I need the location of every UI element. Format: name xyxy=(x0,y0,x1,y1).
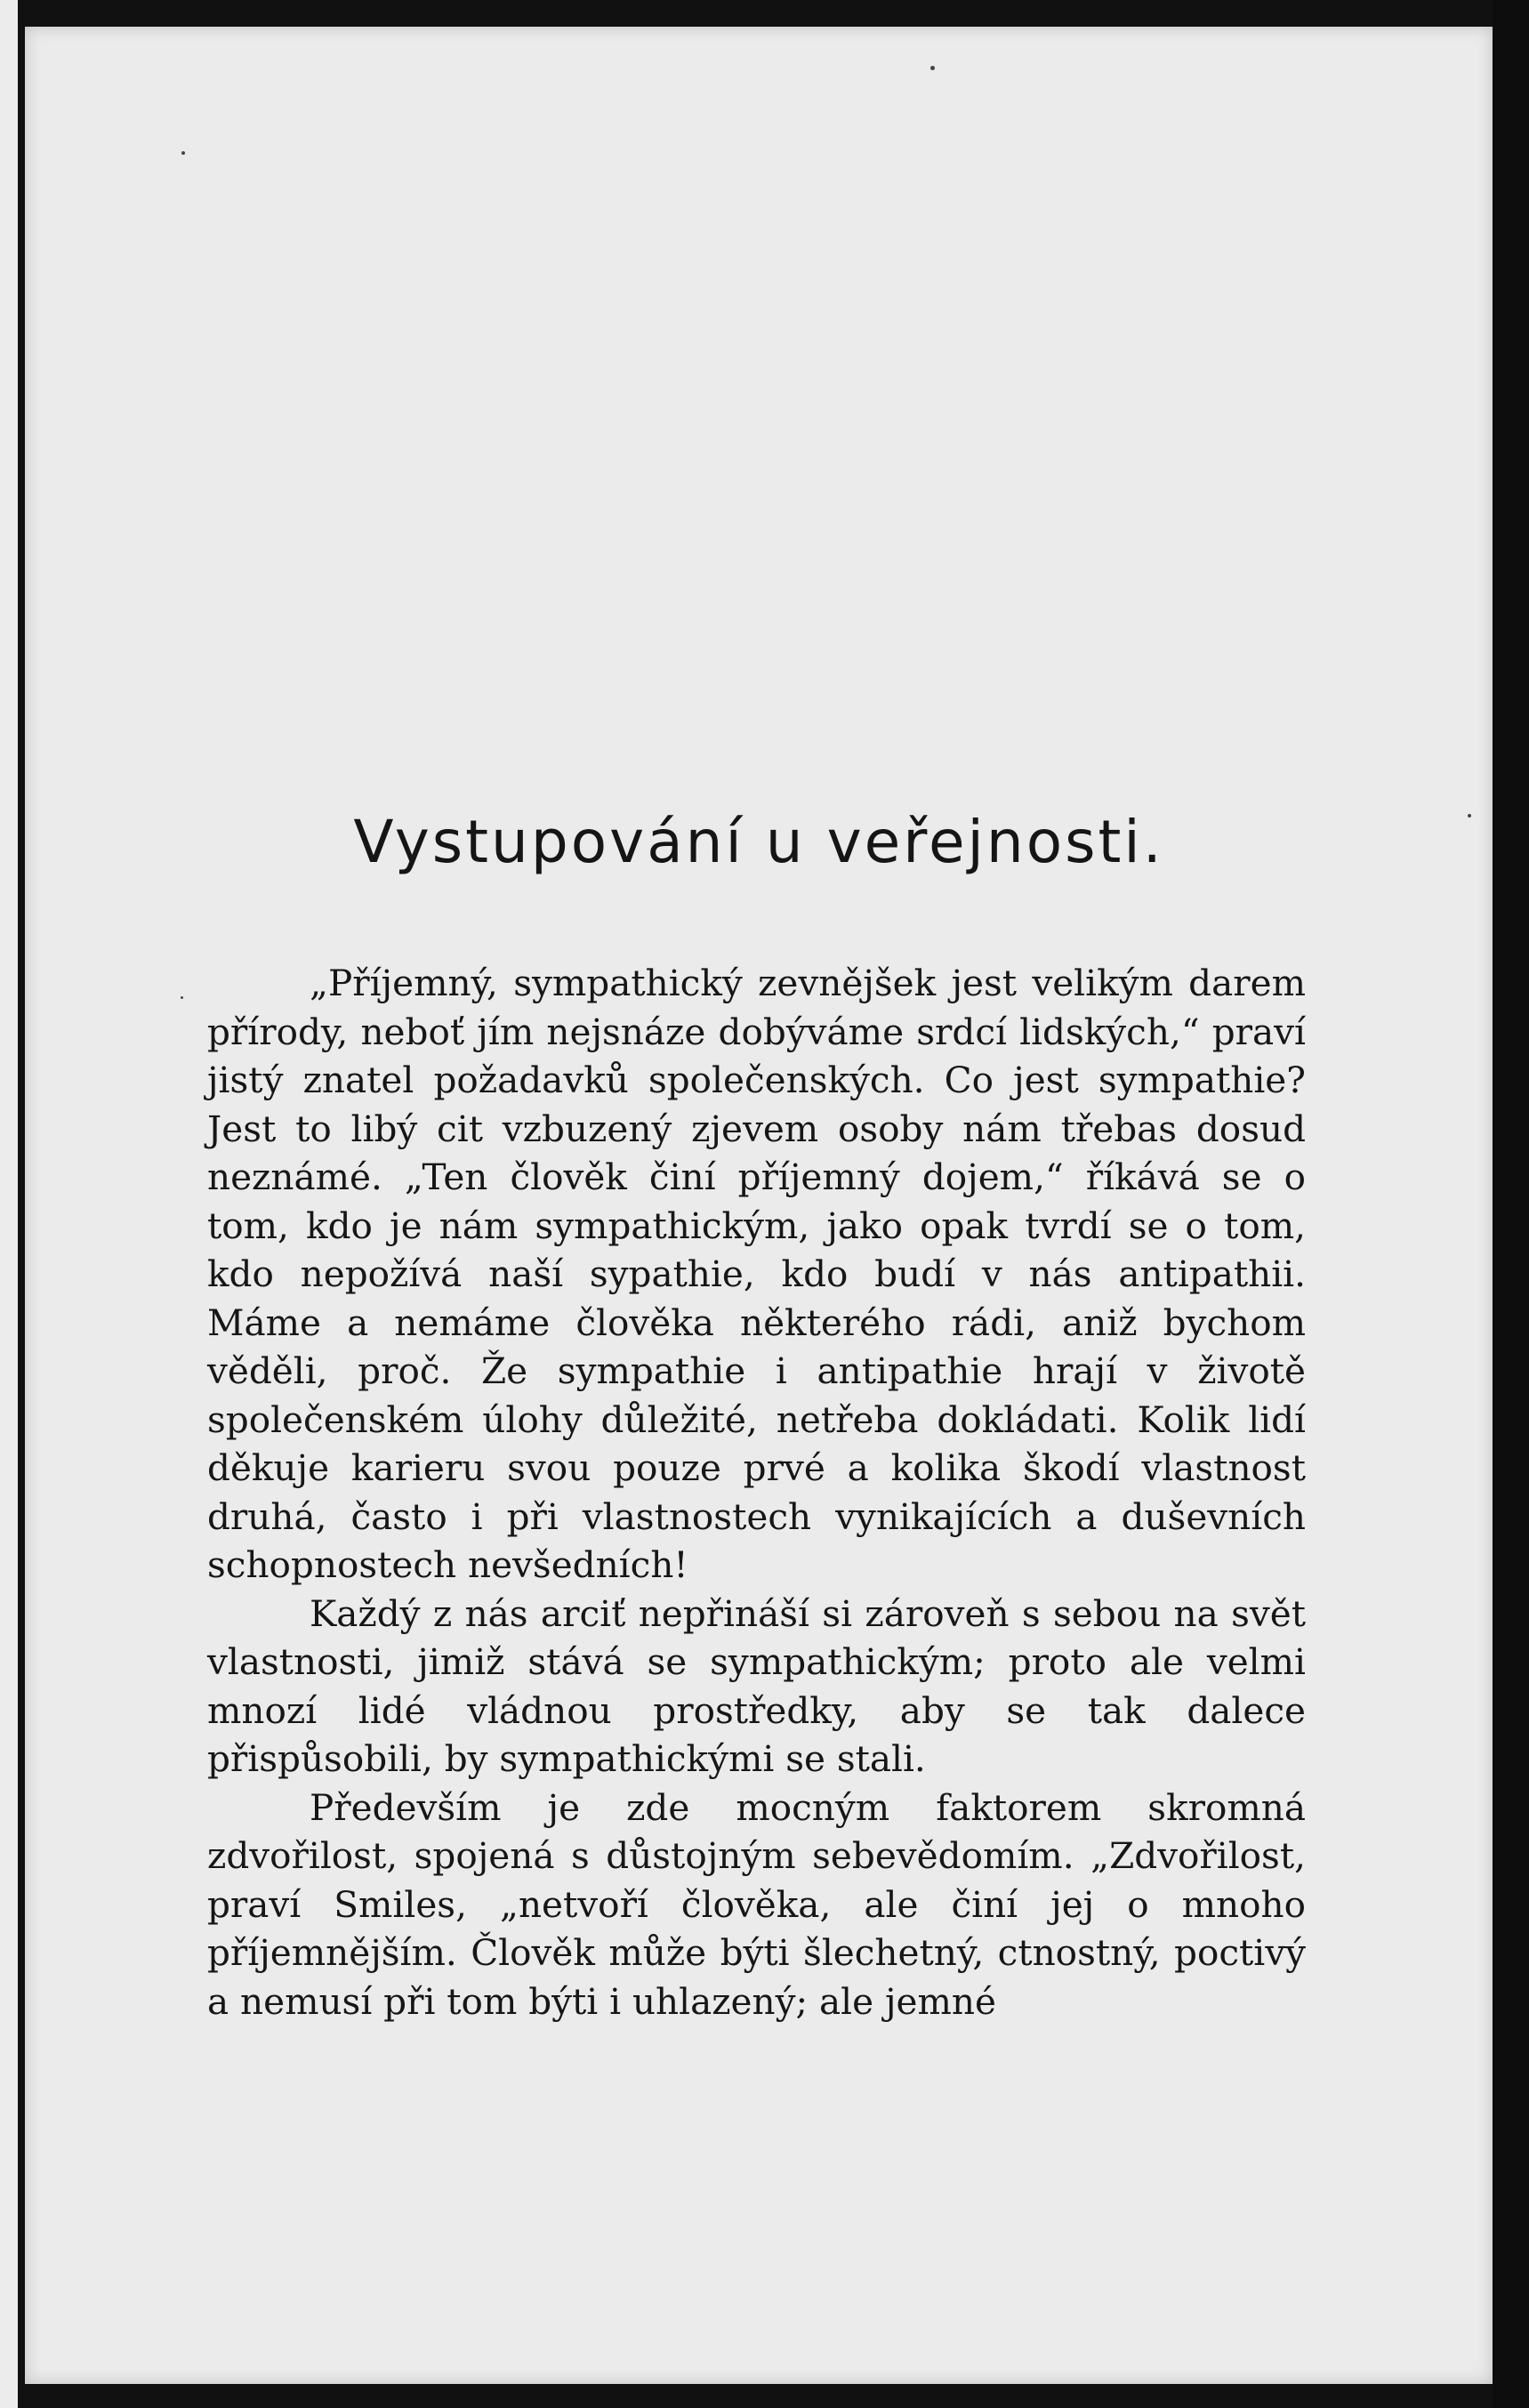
dust-speck xyxy=(181,151,185,155)
paragraph-1: „Příjemný, sympathický zevnějšek jest velikým darem přírody, neboť jím nejsnáze dobýváme srdcí lidských,“ praví jistý znatel požadavků společenských. Co jest sympathie? Jest to libý cit vzbuzený zjevem osoby nám třebas dosud neznámé. „Ten člověk činí příjemný dojem,“ říkává se o tom, kdo je nám sympathickým, jako opak tvrdí se o tom, kdo nepožívá naší sypathie, kdo budí v nás antipathii. Máme a nemáme člověka některého rádi, aniž bychom věděli, proč. Že sympathie i antipathie hrají v životě společenském úlohy důležité, netřeba dokládati. Kolik lidí děkuje karieru svou pouze prvé a kolika škodí vlastnost druhá, často i při vlastnostech vynikajících a duševních schopnostech nevšedních! xyxy=(207,962,1306,1586)
right-page-edge xyxy=(1493,0,1529,2408)
paragraph-2: Každý z nás arciť nepřináší si zároveň s sebou na svět vlastnosti, jimiž stává se sympathickým; proto ale velmi mnozí lidé vládnou prostředky, aby se tak dalece přispůsobili, by sympathickými se stali. xyxy=(207,1591,1306,1780)
paragraph-3: Především je zde mocným faktorem skromná zdvořilost, spojená s důstojným sebevědomím. „Zdvořilost, praví Smiles, „netvoří člověka, ale činí jej o mnoho příjemnějším. Člověk může býti šlechetný, ctnostný, poctivý a nemusí při tom býti i uhlazený; ale jemné xyxy=(207,1785,1306,2023)
dust-speck xyxy=(930,66,935,70)
dust-speck xyxy=(181,996,183,999)
left-page-edge xyxy=(0,0,25,2408)
body-text xyxy=(207,959,1306,2025)
book-page xyxy=(25,27,1493,2384)
dust-speck xyxy=(1468,814,1471,817)
chapter-title: Vystupování u veřejnosti. xyxy=(353,808,1164,876)
